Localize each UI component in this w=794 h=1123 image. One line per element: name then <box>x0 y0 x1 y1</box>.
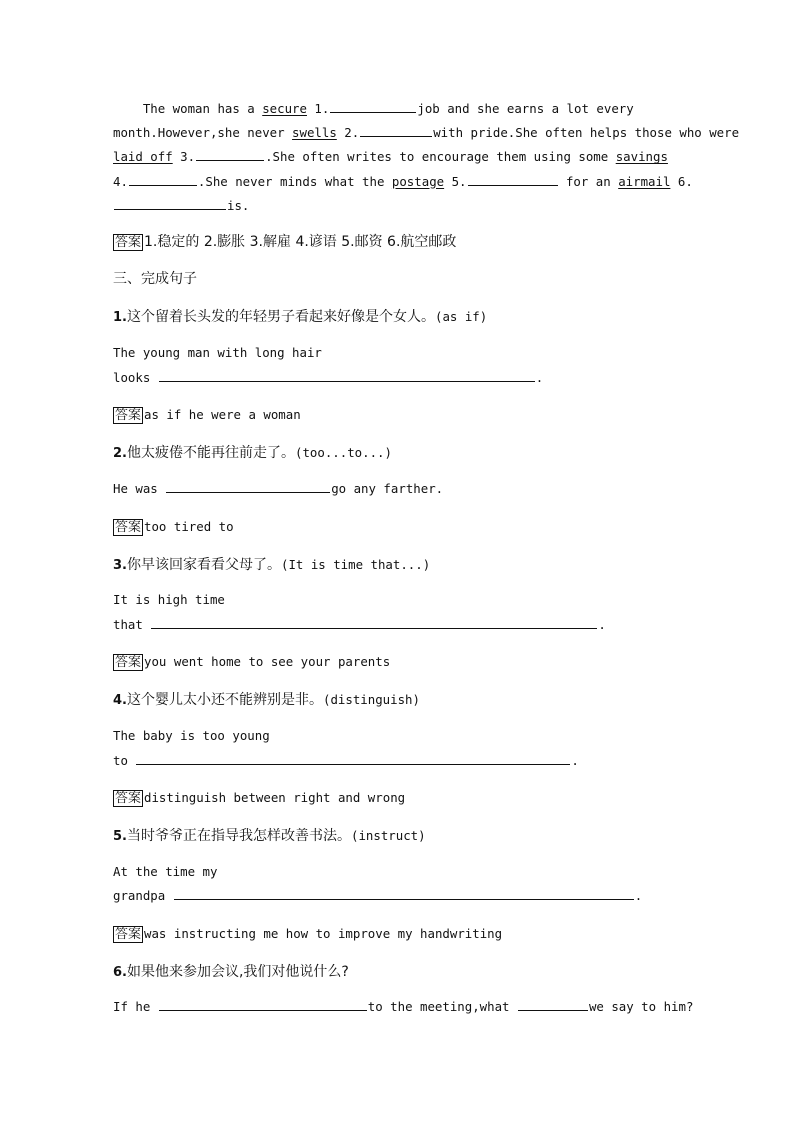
blank-1[interactable] <box>330 100 416 113</box>
passage-text: for an <box>558 173 619 189</box>
underlined-word-swells: swells <box>292 125 337 141</box>
question-hint: (instruct) <box>350 828 426 843</box>
answer-label: 答案 <box>115 655 142 670</box>
question-3-line-1: It is high time <box>113 592 225 607</box>
question-6-line-1 <box>113 998 693 1014</box>
question-number: 4. <box>113 693 127 708</box>
answer-label: 答案 <box>115 408 142 423</box>
passage-line-3 <box>113 145 683 169</box>
blank-4[interactable] <box>129 173 197 186</box>
answer-blank[interactable] <box>174 887 634 900</box>
answer-label: 答案 <box>115 927 142 942</box>
passage-text: .She never minds what the <box>197 173 392 189</box>
answer-text: too tired to <box>144 519 234 534</box>
answer-blank[interactable] <box>166 480 330 493</box>
passage-text: 6. <box>670 173 693 189</box>
answer-text: you went home to see your parents <box>144 654 391 669</box>
question-hint: (distinguish) <box>322 692 420 707</box>
question-chinese: 当时爷爷正在指导我怎样改善书法。 <box>126 828 351 844</box>
question-1-line-2 <box>113 369 543 385</box>
question-hint: (too...to...) <box>294 445 392 460</box>
question-1-answer <box>113 404 301 424</box>
question-chinese: 这个婴儿太小还不能辨别是非。 <box>126 692 323 708</box>
question-hint: (It is time that...) <box>280 557 431 572</box>
passage-text: with pride.She often helps those who were <box>433 125 740 141</box>
sentence-text: . <box>571 753 579 768</box>
passage-line-5 <box>113 194 683 218</box>
blank-2[interactable] <box>360 124 432 137</box>
answer-text: distinguish between right and wrong <box>144 790 406 805</box>
underlined-word-postage: postage <box>391 173 445 189</box>
blank-6[interactable] <box>114 197 226 210</box>
question-4-prompt <box>113 689 420 709</box>
underlined-word-airmail: airmail <box>618 173 671 189</box>
answer-label: 答案 <box>115 235 142 250</box>
passage-text: month.However,she never <box>113 125 293 141</box>
sentence-text: go any farther. <box>331 481 444 496</box>
passage-text: 4. <box>113 173 128 189</box>
passage-line-1 <box>113 97 683 121</box>
sentence-text: that <box>113 617 151 632</box>
passage-text: is. <box>227 197 250 213</box>
question-3-line-2 <box>113 616 606 632</box>
answer-blank[interactable] <box>159 998 367 1011</box>
question-5-line-1: At the time my <box>113 864 218 879</box>
question-chinese: 这个留着长头发的年轻男子看起来好像是个女人。 <box>126 309 435 325</box>
answer-blank[interactable] <box>151 616 597 629</box>
question-5-line-2 <box>113 887 642 903</box>
answer-blank[interactable] <box>159 369 535 382</box>
question-4-line-1: The baby is too young <box>113 728 270 743</box>
sentence-text: . <box>634 888 643 903</box>
question-5-answer <box>113 923 502 943</box>
question-3-prompt <box>113 554 430 574</box>
question-number: 5. <box>113 829 127 844</box>
underlined-word-secure: secure <box>262 101 307 116</box>
answer-label: 答案 <box>115 791 142 806</box>
vocab-passage <box>113 97 740 218</box>
question-chinese: 你早该回家看看父母了。 <box>126 557 281 573</box>
question-chinese: 他太疲倦不能再往前走了。 <box>126 445 295 461</box>
question-2-answer <box>113 516 234 536</box>
passage-text: 1. <box>306 101 330 116</box>
sentence-text: . <box>598 617 606 632</box>
answer-blank[interactable] <box>518 998 588 1011</box>
question-hint: (as if) <box>434 309 488 324</box>
passage-text: The woman has a <box>142 101 263 116</box>
sentence-text: to <box>113 753 136 768</box>
answer-blank[interactable] <box>136 752 570 765</box>
question-4-answer <box>113 787 405 807</box>
sentence-text: If he <box>113 999 158 1014</box>
question-number: 2. <box>113 446 127 461</box>
blank-3[interactable] <box>196 148 264 161</box>
question-1-line-1: The young man with long hair <box>113 345 322 360</box>
sentence-text: . <box>535 370 544 385</box>
question-2-prompt <box>113 442 392 462</box>
passage-line-4 <box>113 170 693 194</box>
question-6-prompt <box>113 961 349 981</box>
question-number: 6. <box>113 965 127 980</box>
passage-text: 5. <box>444 173 467 189</box>
question-3-answer <box>113 651 390 671</box>
question-number: 3. <box>113 558 127 573</box>
sentence-text: to the meeting,what <box>367 999 517 1014</box>
passage-line-2 <box>113 121 740 145</box>
answer-label: 答案 <box>115 520 142 535</box>
passage-text: 3. <box>172 149 196 165</box>
question-chinese: 如果他来参加会议,我们对他说什么? <box>126 964 349 980</box>
answer-text: as if he were a woman <box>144 407 301 422</box>
question-2-line-1 <box>113 480 443 496</box>
sentence-text: looks <box>113 370 158 385</box>
question-4-line-2 <box>113 752 579 768</box>
blank-5[interactable] <box>468 173 558 186</box>
underlined-word-laid-off: laid off <box>113 149 173 165</box>
vocab-answer-row <box>113 231 456 251</box>
underlined-word-savings: savings <box>615 149 668 165</box>
passage-text: 2. <box>336 125 360 141</box>
sentence-text: we say to him? <box>588 999 694 1014</box>
sentence-text: He was <box>113 481 166 496</box>
question-number: 1. <box>113 310 127 325</box>
sentence-text: grandpa <box>113 888 173 903</box>
answer-text: was instructing me how to improve my handwriting <box>144 926 503 941</box>
vocab-answer-text: 1.稳定的 2.膨胀 3.解雇 4.谚语 5.邮资 6.航空邮政 <box>144 234 457 250</box>
passage-text: job and she earns a lot every <box>417 101 634 116</box>
section-title: 三、完成句子 <box>113 271 197 287</box>
question-1-prompt <box>113 306 487 326</box>
question-5-prompt <box>113 825 426 845</box>
passage-text: .She often writes to encourage them using some <box>265 149 616 165</box>
